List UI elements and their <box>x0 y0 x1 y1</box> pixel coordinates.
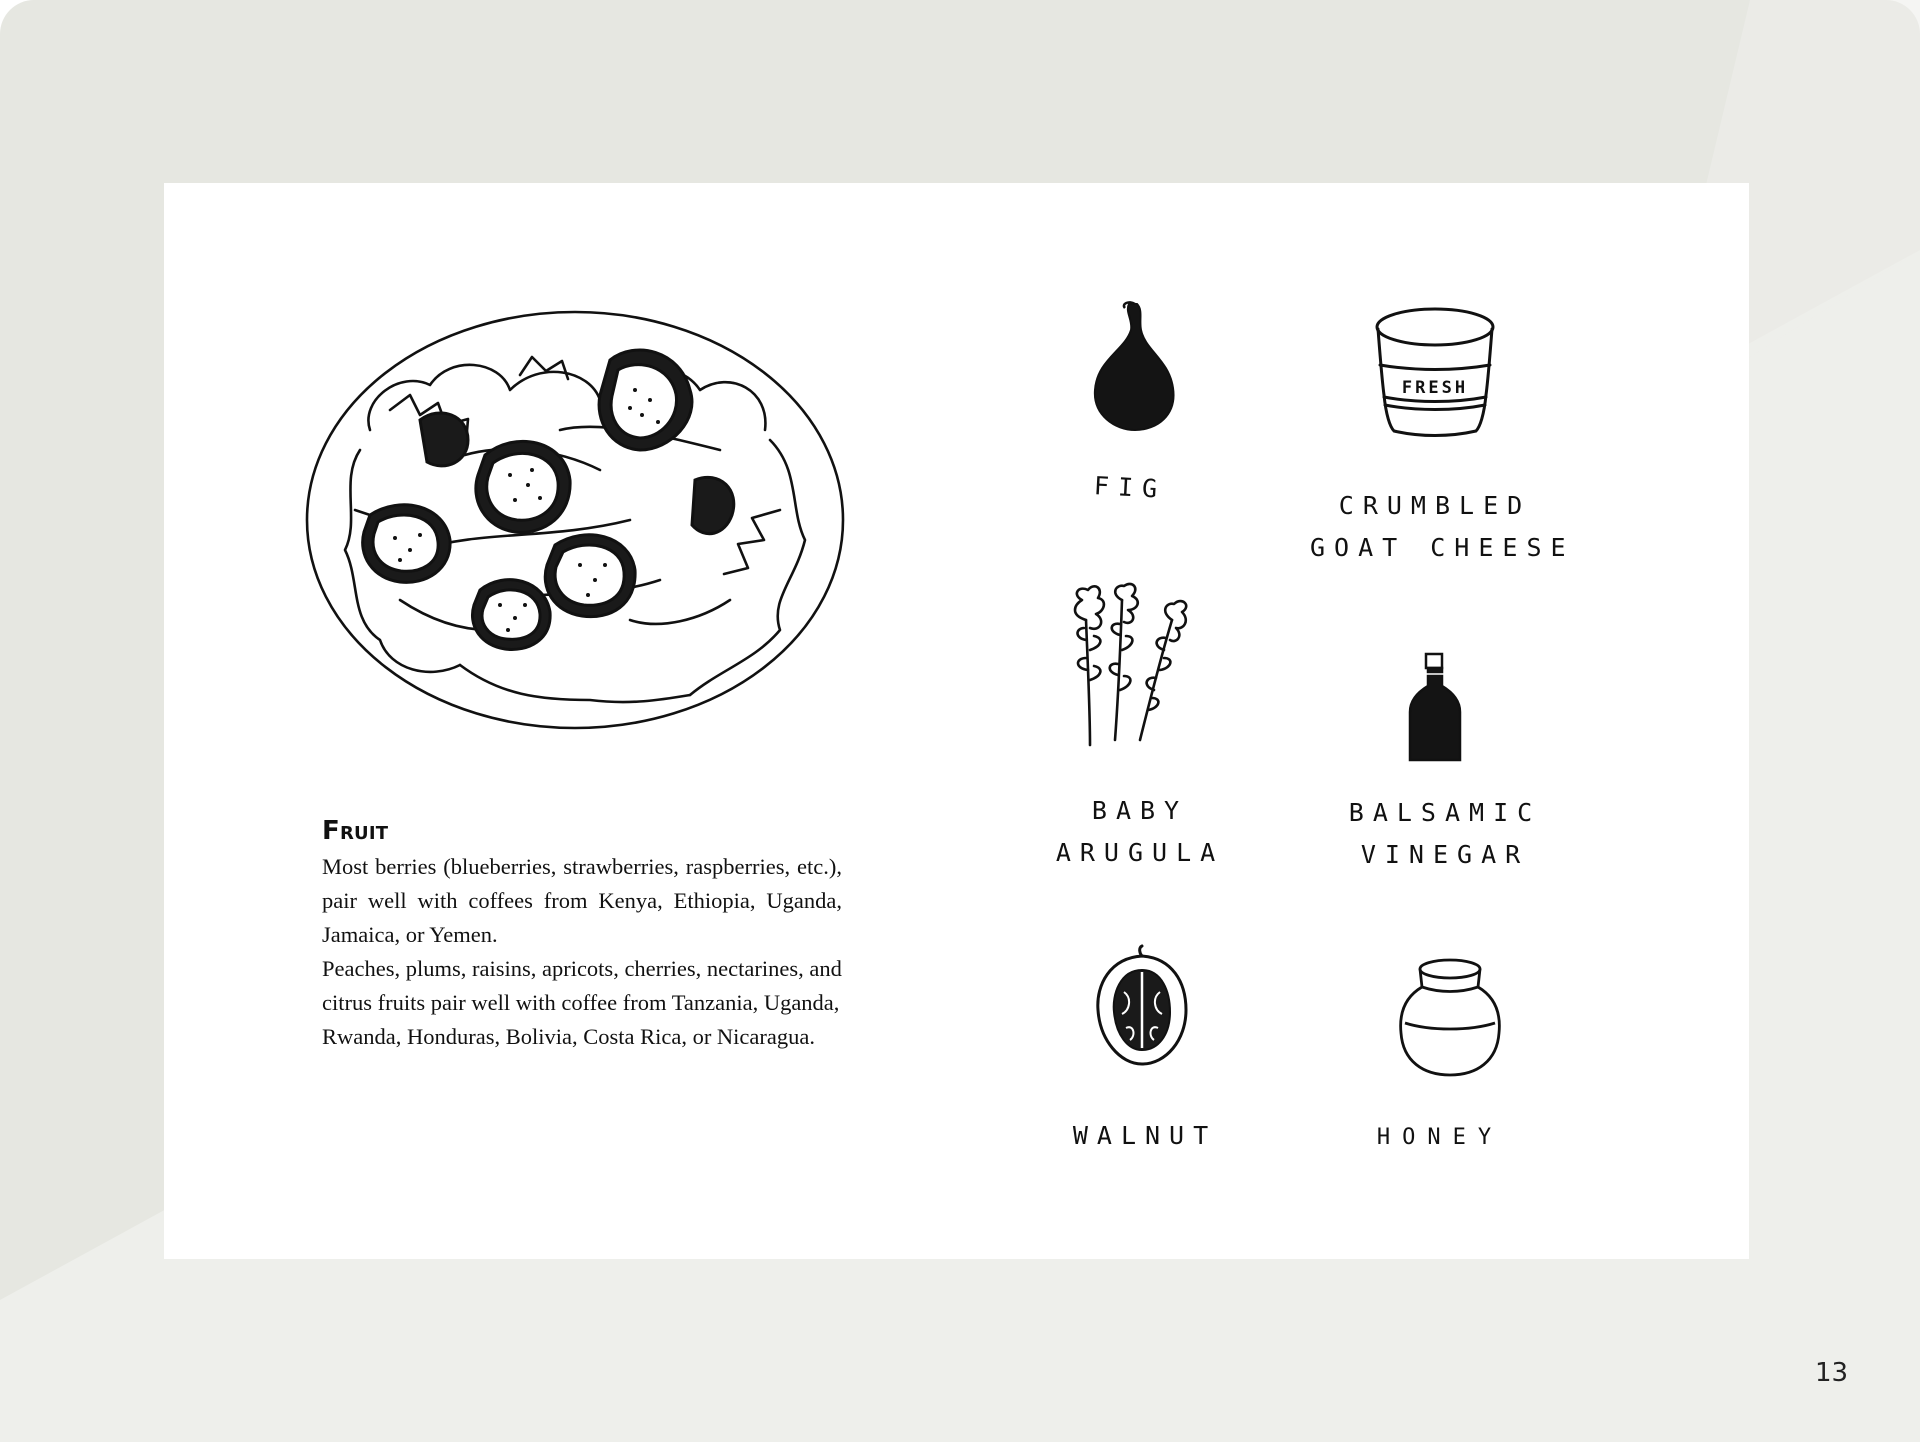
fig-icon <box>1085 300 1185 435</box>
ingredient-label-goat-cheese-line2: GOAT CHEESE <box>1310 533 1575 562</box>
balsamic-bottle-icon <box>1400 650 1470 765</box>
fig-salad-plate-illustration <box>300 300 860 740</box>
ingredient-label-honey-line1: HONEY <box>1376 1125 1504 1150</box>
fruit-heading: Fruit <box>322 816 389 846</box>
ingredient-label-fig-line1: FIG <box>1093 471 1167 504</box>
ingredient-label-fig <box>1074 464 1186 512</box>
honey-jar-icon <box>1395 955 1505 1080</box>
ingredient-label-arugula-line2: ARUGULA <box>1055 838 1225 867</box>
ingredient-label-balsamic-line1: BALSAMIC <box>1348 798 1542 827</box>
ingredient-label-walnut-line1: WALNUT <box>1072 1121 1218 1150</box>
ingredient-label-balsamic-line2: VINEGAR <box>1360 840 1530 869</box>
walnut-icon <box>1090 940 1195 1070</box>
fruit-paragraph-berries: Most berries (blueberries, strawberries, raspberries, etc.), pair well with coffees from Kenya, Ethiopia, Uganda, Jamaica, or Yemen. <box>322 854 842 947</box>
ingredient-label-honey <box>1355 1117 1525 1159</box>
ingredient-label-balsamic <box>1325 792 1565 876</box>
ingredient-label-goat-cheese-line1: CRUMBLED <box>1338 491 1532 520</box>
goat-cheese-tub-icon <box>1370 305 1500 440</box>
tub-fresh-label: FRESH <box>1401 378 1469 398</box>
arugula-icon <box>1060 580 1195 750</box>
page-number: 13 <box>1815 1358 1849 1388</box>
ingredient-label-arugula-line1: BABY <box>1091 796 1189 825</box>
fruit-text-block <box>322 816 842 1054</box>
fruit-paragraph-stone-fruits: Peaches, plums, raisins, apricots, cherries, nectarines, and citrus fruits pair well with coffee from Tanzania, Uganda, Rwanda, Honduras, Bolivia, Costa Rica, or Nicaragua. <box>322 956 842 1049</box>
ingredient-label-arugula <box>1040 790 1240 874</box>
ingredient-label-walnut <box>1045 1115 1245 1157</box>
ingredient-label-goat-cheese <box>1310 485 1575 569</box>
